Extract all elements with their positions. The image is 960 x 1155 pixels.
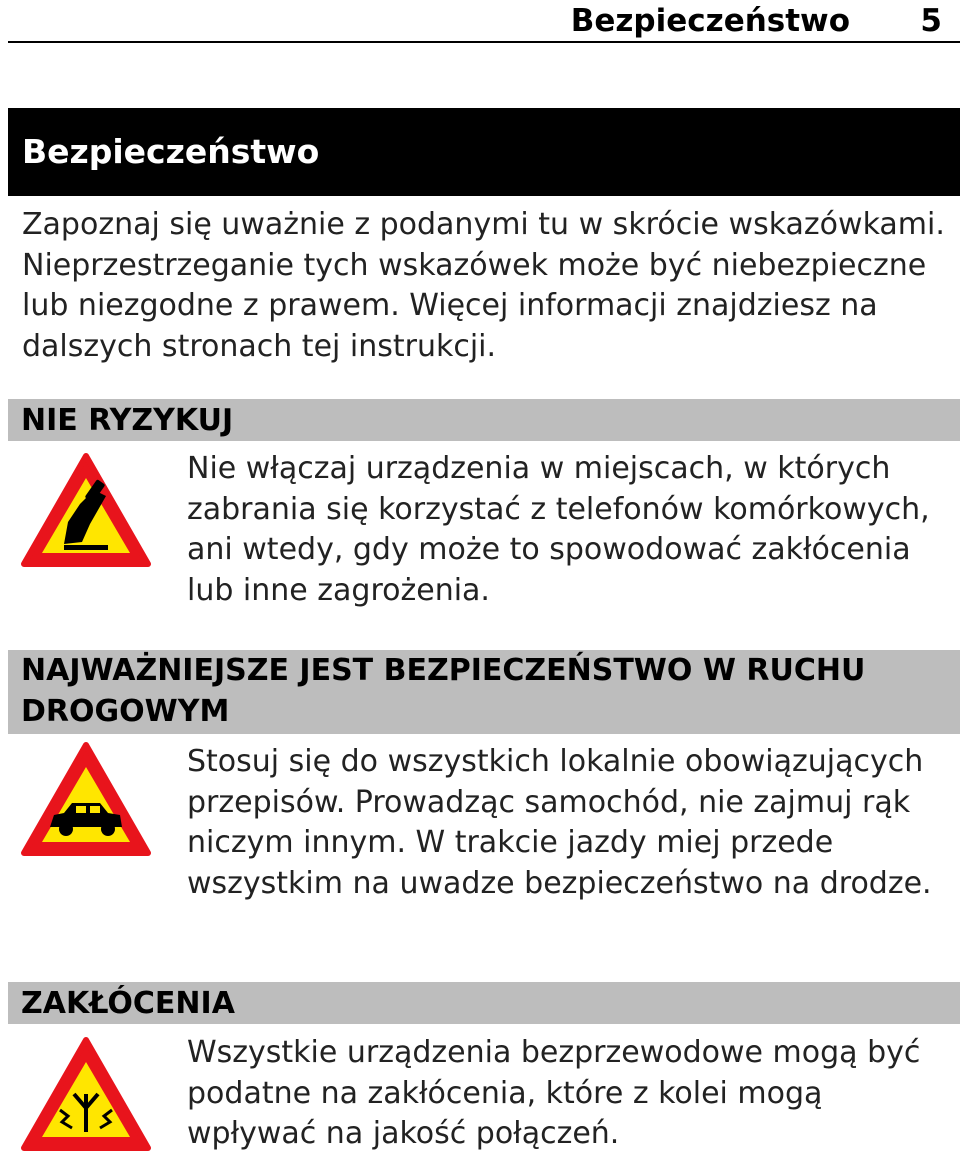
section-body: Wszystkie urządzenia bezprzewodowe mogą być podatne na zakłócenia, które z kolei mogą wpływać na jakość połączeń. (187, 1035, 921, 1151)
running-header-title: Bezpieczeństwo (570, 3, 850, 39)
phone-forbidden-warning-icon (20, 452, 152, 568)
section-body: Stosuj się do wszystkich lokalnie obowiązujących przepisów. Prowadząc samochód, nie zajmuj rąk niczym innym. W trakcie jazdy miej przede wszystkim na uwadze bezpieczeństwo na drodze. (187, 744, 932, 901)
section-heading-bar (8, 650, 960, 734)
section-heading-line-2: DROGOWYM (21, 694, 230, 729)
section-heading-bar (8, 399, 960, 441)
section-heading: NIE RYZYKUJ (21, 403, 234, 438)
section-heading-bar (8, 982, 960, 1024)
section-body: Nie włączaj urządzenia w miejscach, w których zabrania się korzystać z telefonów komórkowych, ani wtedy, gdy może to spowodować zakłócenia lub inne zagrożenia. (187, 451, 930, 608)
intro-paragraph: Zapoznaj się uważnie z podanymi tu w skrócie wskazówkami. Nieprzestrzeganie tych wskazówek może być niebezpieczne lub niezgodne z prawem. Więcej informacji znajdziesz na dalszych stronach tej instrukcji. (22, 207, 945, 364)
chapter-title: Bezpieczeństwo (22, 132, 320, 171)
page-header (0, 0, 960, 44)
interference-warning-icon (20, 1036, 152, 1152)
car-warning-icon (20, 741, 152, 857)
page-number: 5 (920, 3, 942, 39)
chapter-title-bar (8, 108, 960, 196)
section-heading-line-1: NAJWAŻNIEJSZE JEST BEZPIECZEŃSTWO W RUCHU (21, 653, 866, 688)
section-heading: ZAKŁÓCENIA (21, 986, 235, 1021)
header-divider (8, 41, 960, 43)
